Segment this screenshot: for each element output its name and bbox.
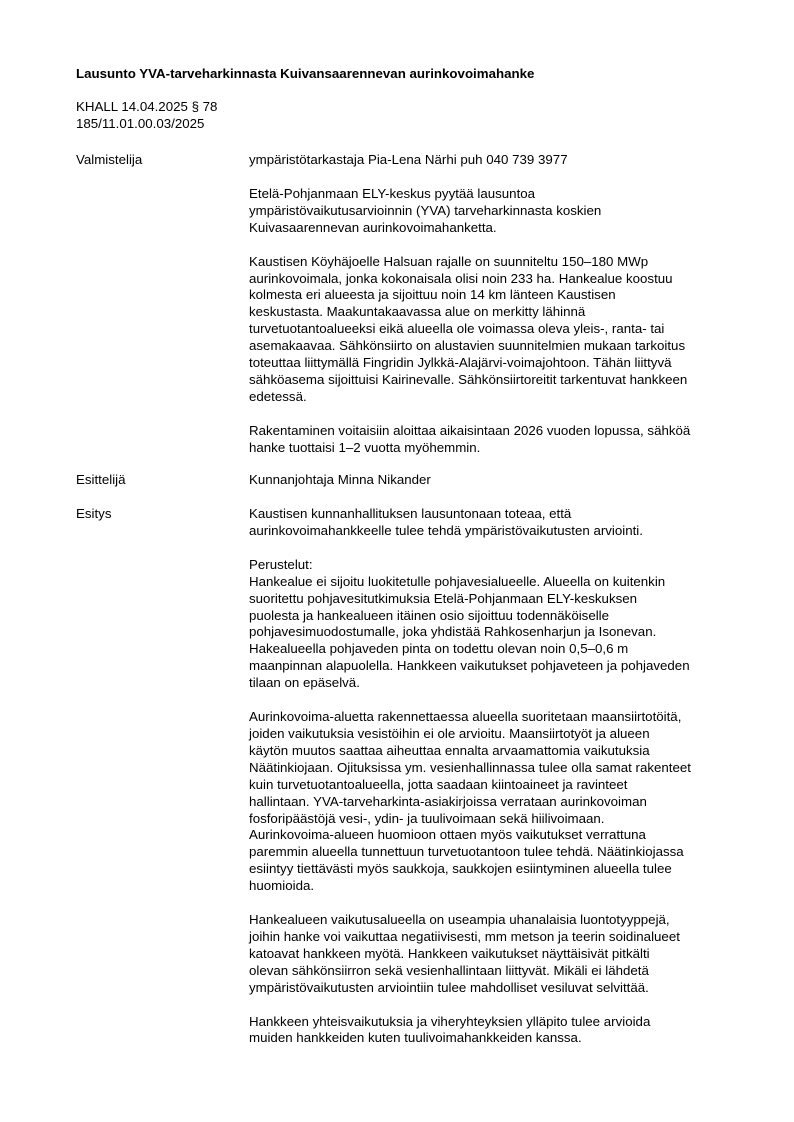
- esitys-paragraph-3: Aurinkovoima-aluetta rakennettaessa alueella suoritetaan maansiirtotöitä, joiden vaikutuksia vesistöihin ei ole arvioitu. Maansiirtotyöt ja alueen käytön muutos saattaa aiheuttaa ennalta arvaamattomia vaikutuksia Näätinkiojaan. Ojituksissa ym. vesienhallinnassa tulee olla samat rakenteet kuin turvetuotantoalueella, jotta saadaan kiintoaineet ja ravinteet hallintaan. YVA-tarveharkinta-asiakirjoissa verrataan aurinkovoiman fosforipäästöjä vesi-, ydin- ja tuulivoimaan sekä hiilivoimaan. Aurinkovoima-alueen huomioon ottaen myös vaikutukset verrattuna paremmin alueella tunnettuun turvetuotantoon tulee tehdä. Näätinkiojassa esiintyy tiettävästi myös saukkoja, saukkojen esiintyminen alueella tulee huomioida.: [249, 709, 691, 894]
- document-title: Lausunto YVA-tarveharkinnasta Kuivansaarennevan aurinkovoimahanke: [76, 66, 535, 81]
- valmistelija-paragraph-1: Etelä-Pohjanmaan ELY-keskus pyytää lausuntoa ympäristövaikutusarvioinnin (YVA) tarveharkinnasta koskien Kuivasaarennevan aurinkovoimahanketta.: [249, 185, 602, 235]
- valmistelija-paragraph-3: Rakentaminen voitaisiin aloittaa aikaisintaan 2026 vuoden lopussa, sähköä hanke tuottaisi 1–2 vuotta myöhemmin.: [249, 422, 691, 455]
- esitys-label: Esitys: [76, 506, 112, 521]
- esitys-paragraph-5: Hankkeen yhteisvaikutuksia ja viheryhteyksien ylläpito tulee arvioida muiden hankkeiden kuten tuulivoimahankkeiden kanssa.: [249, 1013, 651, 1046]
- esitys-paragraph-4: Hankealueen vaikutusalueella on useampia uhanalaisia luontotyyppejä, joihin hanke voi vaikuttaa negatiivisesti, mm metson ja teerin soidinalueet katoavat hankkeen myötä. Hankkeen vaikutukset näyttäisivät pitkälti olevan sähkönsiirron sekä vesienhallintaan liittyvät. Mikäli ei lähdetä ympäristövaikutusten arviointiin tulee mahdolliset vesiluvat selvittää.: [249, 912, 680, 995]
- valmistelija-paragraph-2: Kaustisen Köyhäjoelle Halsuan rajalle on suunniteltu 150–180 MWp aurinkovoimala, jonka kokonaisala olisi noin 233 ha. Hankealue koostuu kolmesta eri alueesta ja sijoittuu noin 14 km länteen Kaustisen keskustasta. Maakuntakaavassa alue on merkitty lähinnä turvetuotantoalueeksi eikä alueella ole voimassa oleva yleis-, ranta- tai asemakaavaa. Sähkönsiirto on alustavien suunnitelmien mukaan tarkoitus toteuttaa liittymällä Fingridin Jylkkä-Alajärvi-voimajohtoon. Tähän liittyvä sähköasema sijoittuisi Kairinevalle. Sähkönsiirtoreitit tarkentuvat hankkeen edetessä.: [249, 253, 688, 404]
- archive-reference: 185/11.01.00.03/2025: [76, 116, 205, 131]
- preparer-line: ympäristötarkastaja Pia-Lena Närhi puh 040 739 3977: [249, 152, 568, 167]
- esitys-paragraph-1: Kaustisen kunnanhallituksen lausuntonaan toteaa, että aurinkovoimahankkeelle tulee tehdä ympäristövaikutusten arviointi.: [249, 506, 643, 538]
- valmistelija-body: [249, 152, 739, 457]
- meeting-reference: KHALL 14.04.2025 § 78: [76, 99, 218, 114]
- reference-block: [76, 99, 376, 133]
- valmistelija-label: Valmistelija: [76, 152, 143, 167]
- esittelija-name: Kunnanjohtaja Minna Nikander: [249, 472, 431, 487]
- esittelija-label: Esittelijä: [76, 472, 126, 487]
- esitys-paragraph-2: Perustelut: Hankealue ei sijoitu luokitetulle pohjavesialueelle. Alueella on kuitenkin suoritettu pohjavesitutkimuksia Etelä-Pohjanmaan ELY-keskuksen puolesta ja hankealueen itäinen osio sijoittuu todennäköiselle pohjavesimuodostumalle, joka yhdistää Rahkosenharjun ja Isonevan. Hakealueella pohjaveden pinta on todettu olevan noin 0,5–0,6 m maanpinnan alapuolella. Hankkeen vaikutukset pohjaveteen ja pohjaveden tilaan on epäselvä.: [249, 556, 690, 691]
- esitys-body: [249, 506, 739, 1047]
